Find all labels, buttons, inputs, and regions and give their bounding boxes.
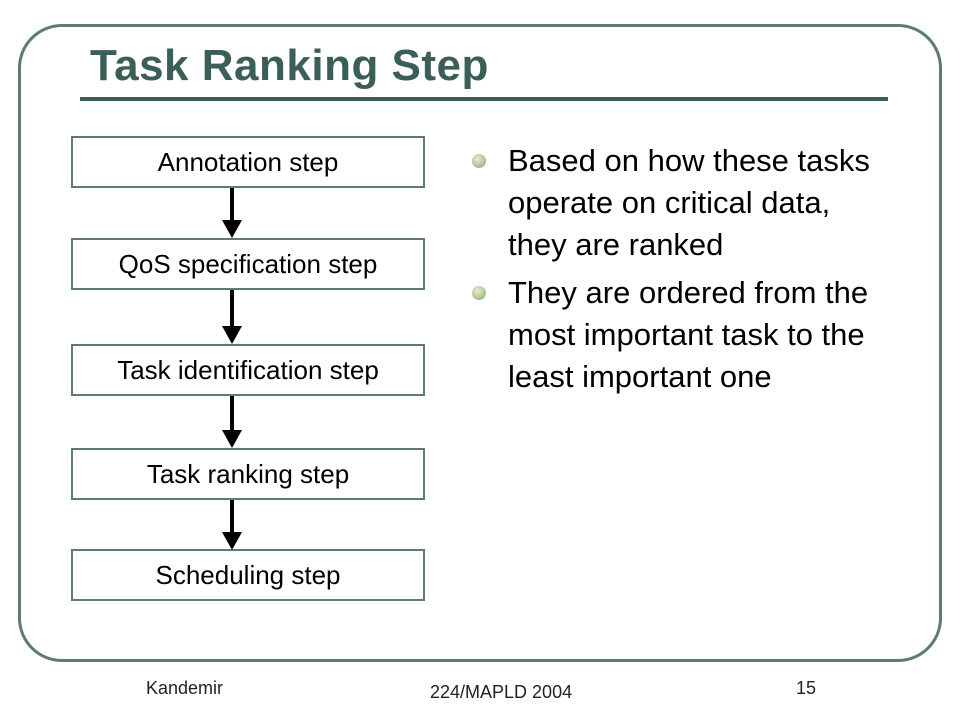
down-arrow-icon <box>222 430 242 448</box>
step-task-identification: Task identification step <box>71 344 425 396</box>
bullet-text: They are ordered from the most important task to the least important one <box>508 275 869 394</box>
arrow-line <box>230 290 234 326</box>
step-qos-specification: QoS specification step <box>71 238 425 290</box>
bullet-item <box>470 272 890 398</box>
step-scheduling: Scheduling step <box>71 549 425 601</box>
step-task-ranking: Task ranking step <box>71 448 425 500</box>
slide-title: Task Ranking Step <box>90 41 489 90</box>
down-arrow-icon <box>222 220 242 238</box>
bullet-dot-icon <box>472 286 486 300</box>
footer-author: Kandemir <box>146 678 224 698</box>
down-arrow-icon <box>222 532 242 550</box>
arrow-line <box>230 188 234 220</box>
bullet-text: Based on how these tasks operate on critical data, they are ranked <box>508 143 870 262</box>
footer-event: 224/MAPLD 2004 <box>430 682 573 702</box>
footer-page-number: 15 <box>796 678 817 698</box>
bullet-item <box>470 140 890 266</box>
bullet-dot-icon <box>472 154 486 168</box>
arrow-line <box>230 500 234 532</box>
arrow-line <box>230 396 234 430</box>
down-arrow-icon <box>222 326 242 344</box>
step-annotation: Annotation step <box>71 136 425 188</box>
bullet-list <box>470 140 890 404</box>
title-underline <box>80 97 888 101</box>
